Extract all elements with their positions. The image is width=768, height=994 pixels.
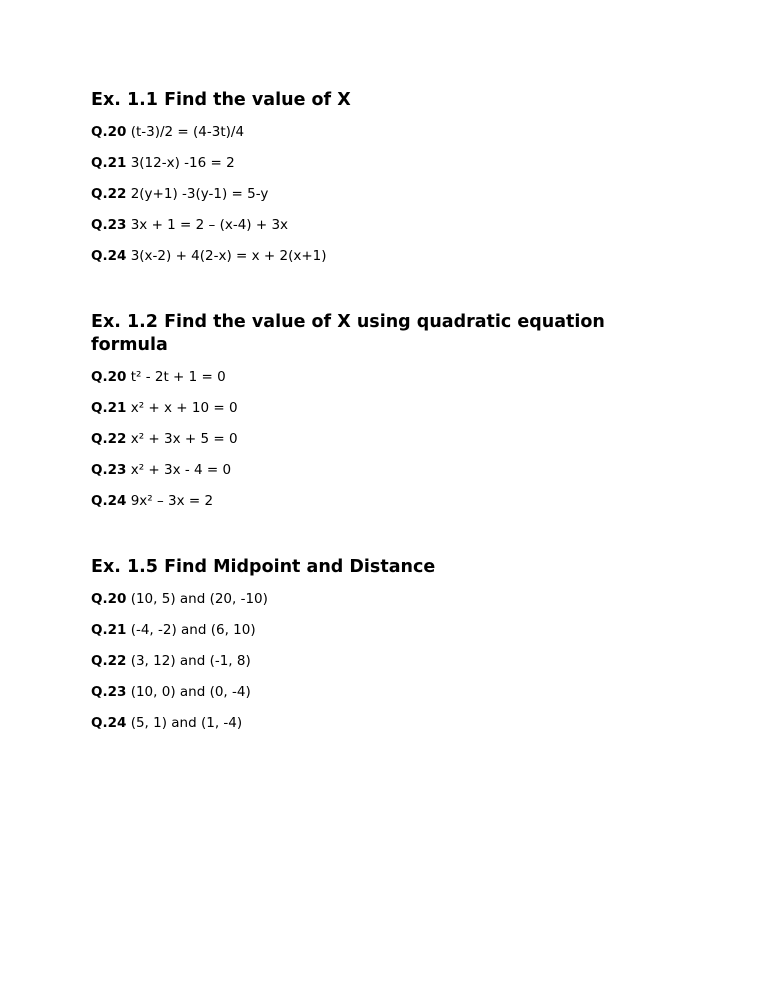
question-item	[91, 400, 651, 417]
question-text: x² + 3x + 5 = 0	[130, 431, 238, 447]
question-item	[91, 462, 651, 479]
question-text: 3(x-2) + 4(2-x) = x + 2(x+1)	[130, 248, 327, 264]
question-text: 2(y+1) -3(y-1) = 5-y	[130, 186, 269, 202]
question-number: Q.21	[91, 400, 127, 416]
question-text: (10, 0) and (0, -4)	[130, 684, 251, 700]
question-text: 3(12-x) -16 = 2	[130, 155, 235, 171]
question-number: Q.21	[91, 622, 127, 638]
question-number: Q.20	[91, 369, 127, 385]
question-text: (3, 12) and (-1, 8)	[130, 653, 251, 669]
question-item	[91, 715, 651, 732]
question-text: (-4, -2) and (6, 10)	[130, 622, 256, 638]
question-text: (5, 1) and (1, -4)	[130, 715, 243, 731]
exercise-section-1-2	[91, 311, 651, 510]
question-number: Q.21	[91, 155, 127, 171]
exercise-section-1-5	[91, 556, 651, 732]
question-item	[91, 124, 651, 141]
question-number: Q.22	[91, 653, 127, 669]
question-item	[91, 217, 651, 234]
question-item	[91, 431, 651, 448]
question-text: (10, 5) and (20, -10)	[130, 591, 268, 607]
question-number: Q.20	[91, 591, 127, 607]
question-item	[91, 155, 651, 172]
question-number: Q.24	[91, 493, 127, 509]
question-list	[91, 591, 651, 732]
question-item	[91, 493, 651, 510]
question-text: t² - 2t + 1 = 0	[130, 369, 226, 385]
question-item	[91, 653, 651, 670]
question-list	[91, 369, 651, 510]
question-number: Q.22	[91, 431, 127, 447]
question-number: Q.23	[91, 462, 127, 478]
section-heading: Ex. 1.1 Find the value of X	[91, 90, 351, 110]
question-text: (t-3)/2 = (4-3t)/4	[130, 124, 245, 140]
question-number: Q.23	[91, 217, 127, 233]
question-text: 9x² – 3x = 2	[130, 493, 214, 509]
question-item	[91, 684, 651, 701]
question-text: x² + x + 10 = 0	[130, 400, 238, 416]
question-item	[91, 186, 651, 203]
question-number: Q.24	[91, 715, 127, 731]
question-item	[91, 369, 651, 386]
question-item	[91, 591, 651, 608]
question-number: Q.23	[91, 684, 127, 700]
question-number: Q.22	[91, 186, 127, 202]
question-number: Q.20	[91, 124, 127, 140]
section-heading: Ex. 1.5 Find Midpoint and Distance	[91, 557, 436, 577]
exercise-section-1-1	[91, 89, 651, 265]
question-item	[91, 248, 651, 265]
question-text: 3x + 1 = 2 – (x-4) + 3x	[130, 217, 289, 233]
question-text: x² + 3x - 4 = 0	[130, 462, 232, 478]
section-heading: Ex. 1.2 Find the value of X using quadratic equation formula	[91, 312, 605, 355]
question-item	[91, 622, 651, 639]
question-list	[91, 124, 651, 265]
question-number: Q.24	[91, 248, 127, 264]
